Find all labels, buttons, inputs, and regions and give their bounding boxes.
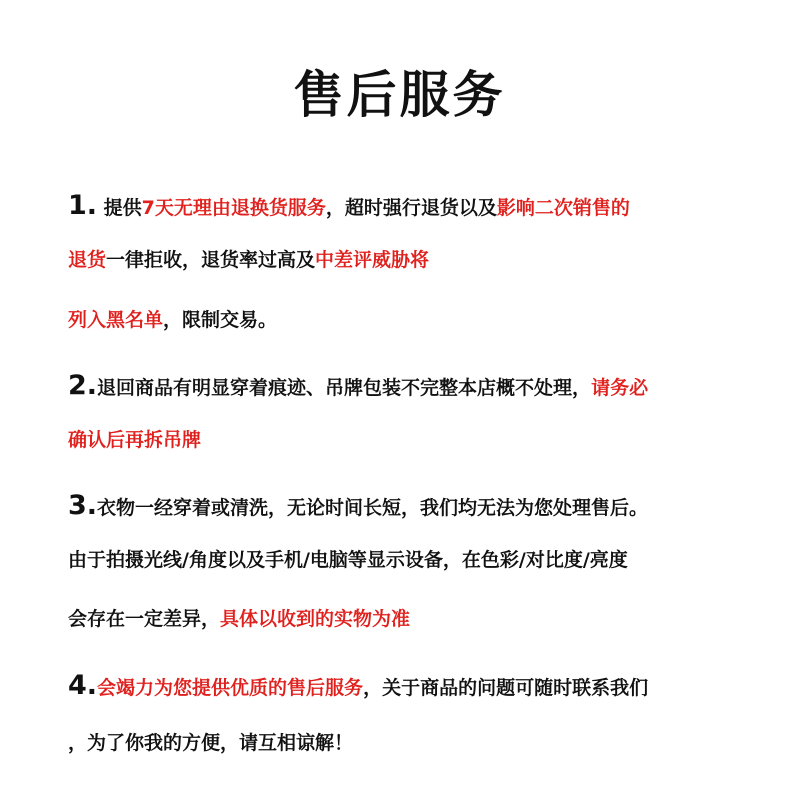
item-1-line-3 xyxy=(68,305,277,335)
item-4-line-2 xyxy=(68,728,353,758)
item-3-text: 由于拍摄光线/角度以及手机/电脑等显示设备，在色彩/对比度/亮度 xyxy=(68,549,628,571)
item-3-text: 会存在一定差异， xyxy=(68,608,221,630)
item-2-number: 2. xyxy=(68,370,98,401)
page-title: 售后服务 xyxy=(293,66,506,124)
item-1-text: 提供 xyxy=(97,197,142,219)
item-3-line-1 xyxy=(68,491,648,523)
item-4-line-1 xyxy=(68,671,648,703)
item-1-number: 1. xyxy=(68,190,98,221)
item-1-highlight: 7天无理由退换货服务 xyxy=(141,197,326,219)
item-3-highlight: 具体以收到的实物为准 xyxy=(220,608,411,630)
item-3-line-2 xyxy=(68,545,628,575)
item-1-highlight: 列入黑名单 xyxy=(68,309,164,331)
item-1-highlight: 退货 xyxy=(68,249,107,271)
item-2-text: 退回商品有明显穿着痕迹、吊牌包装不完整本店概不处理， xyxy=(97,377,592,399)
item-2-highlight: 请务必 xyxy=(591,377,649,399)
item-1-text: ，限制交易。 xyxy=(163,309,278,331)
item-4-text: ，关于商品的问题可随时联系我们 xyxy=(363,677,649,699)
item-4-number: 4. xyxy=(68,670,98,701)
item-3-line-3 xyxy=(68,604,410,634)
item-1-line-2 xyxy=(68,245,429,275)
item-1-line-1 xyxy=(68,191,630,223)
item-1-highlight: 影响二次销售的 xyxy=(496,197,630,219)
item-3-number: 3. xyxy=(68,490,98,521)
item-3-text: 衣物一经穿着或清洗，无论时间长短，我们均无法为您处理售后。 xyxy=(97,497,649,519)
item-2-line-2 xyxy=(68,425,201,455)
item-1-highlight: 中差评威胁将 xyxy=(315,249,430,271)
item-2-line-1 xyxy=(68,371,648,403)
item-1-text: ，超时强行退货以及 xyxy=(325,197,497,219)
item-4-highlight: 会竭力为您提供优质的售后服务 xyxy=(97,677,364,699)
item-1-text: 一律拒收，退货率过高及 xyxy=(106,249,316,271)
item-2-highlight: 确认后再拆吊牌 xyxy=(68,429,202,451)
item-4-text: ，为了你我的方便，请互相谅解！ xyxy=(68,732,354,754)
